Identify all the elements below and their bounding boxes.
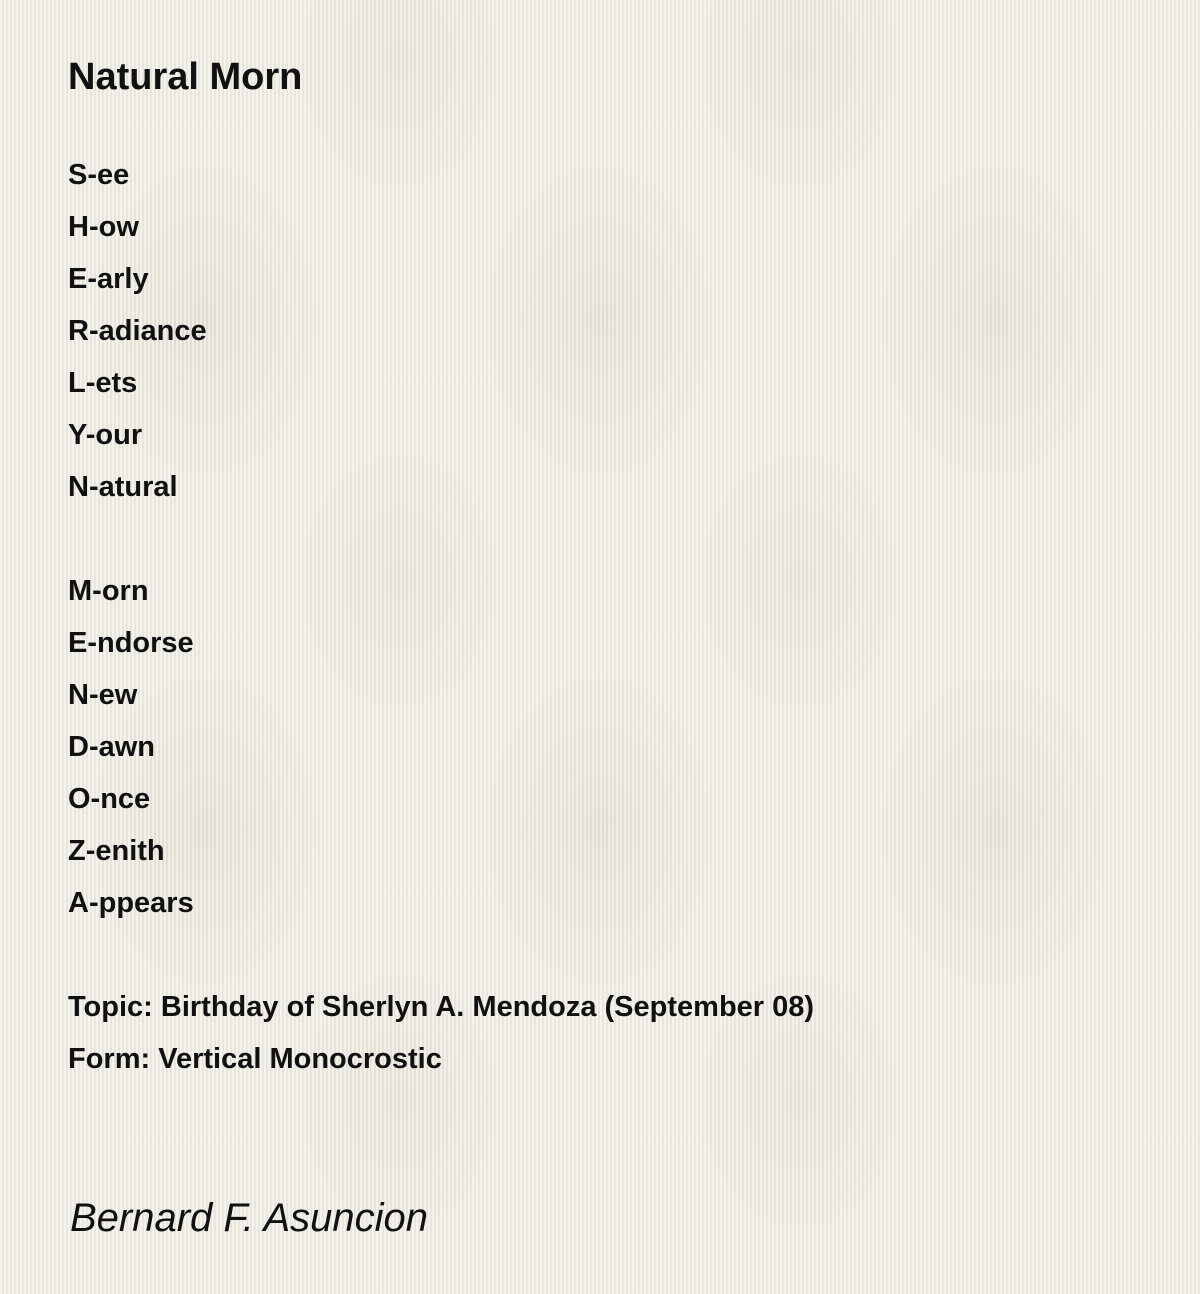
stanza-1 <box>68 149 814 513</box>
topic-line: Topic: Birthday of Sherlyn A. Mendoza (September 08) <box>68 991 815 1023</box>
form-line: Form: Vertical Monocrostic <box>68 1043 442 1075</box>
poem-body <box>68 149 814 1085</box>
poem-line: N-atural <box>68 471 178 503</box>
stanza-gap <box>68 513 814 565</box>
poem-line: A-ppears <box>68 887 194 919</box>
stanza-2 <box>68 565 814 929</box>
poem-line: N-ew <box>68 679 138 711</box>
poem-line: S-ee <box>68 159 130 191</box>
poem-line: E-ndorse <box>68 627 194 659</box>
poem-line: L-ets <box>68 367 138 399</box>
poem-line: D-awn <box>68 731 155 763</box>
poem-line: R-adiance <box>68 315 207 347</box>
poem-title: Natural Morn <box>68 56 303 98</box>
poem-line: E-arly <box>68 263 149 295</box>
poem-notes <box>68 981 814 1085</box>
poem-line: O-nce <box>68 783 151 815</box>
poem-line: Z-enith <box>68 835 165 867</box>
stanza-gap <box>68 929 814 981</box>
poem-line: Y-our <box>68 419 143 451</box>
poem-line: H-ow <box>68 211 139 243</box>
poem-line: M-orn <box>68 575 149 607</box>
poem-author[interactable]: Bernard F. Asuncion <box>70 1196 428 1240</box>
